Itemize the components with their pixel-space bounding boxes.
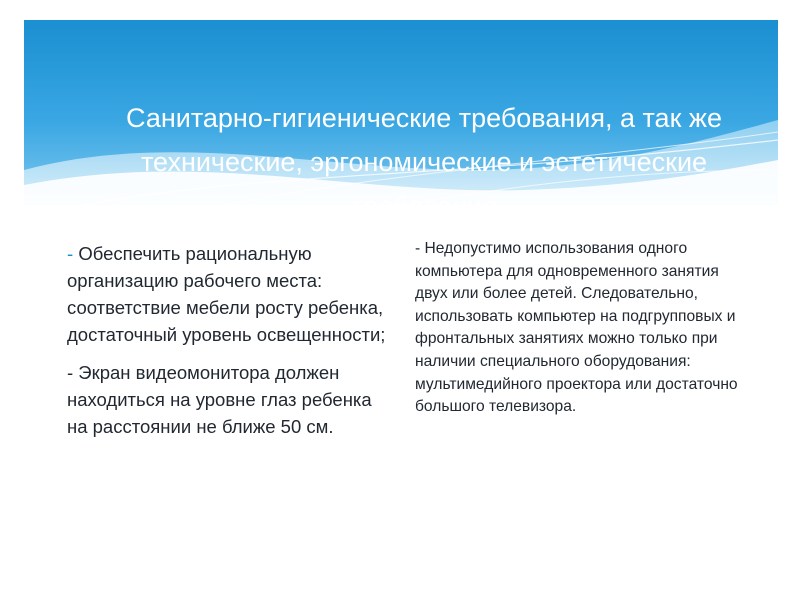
slide-title: Санитарно-гигиенические требования, а так же технические, эргономические и эстетические требования bbox=[126, 103, 722, 221]
left-paragraph-2: - Экран видеомонитора должен находиться на уровне глаз ребенка на расстоянии не ближе 50 см. bbox=[67, 362, 372, 437]
left-column bbox=[67, 240, 387, 440]
right-paragraph-text: Недопустимо использования одного компьютера для одновременного занятия двух или более детей. Следовательно, использовать компьютер на подгрупповых и фронтальных занятиях можно только при наличии специального оборудования: мультимедийного проектора или достаточно большого телевизора. bbox=[415, 240, 738, 416]
right-column bbox=[415, 238, 745, 419]
left-paragraph-1-text: Обеспечить рациональную организацию рабочего места: соответствие мебели росту ребенка, достаточный уровень освещенности; bbox=[67, 243, 386, 345]
left-paragraph-1 bbox=[67, 240, 387, 348]
bullet-dash: - bbox=[415, 240, 421, 257]
header-banner bbox=[24, 20, 778, 221]
bullet-dash: - bbox=[67, 243, 74, 264]
right-paragraph bbox=[415, 238, 745, 419]
